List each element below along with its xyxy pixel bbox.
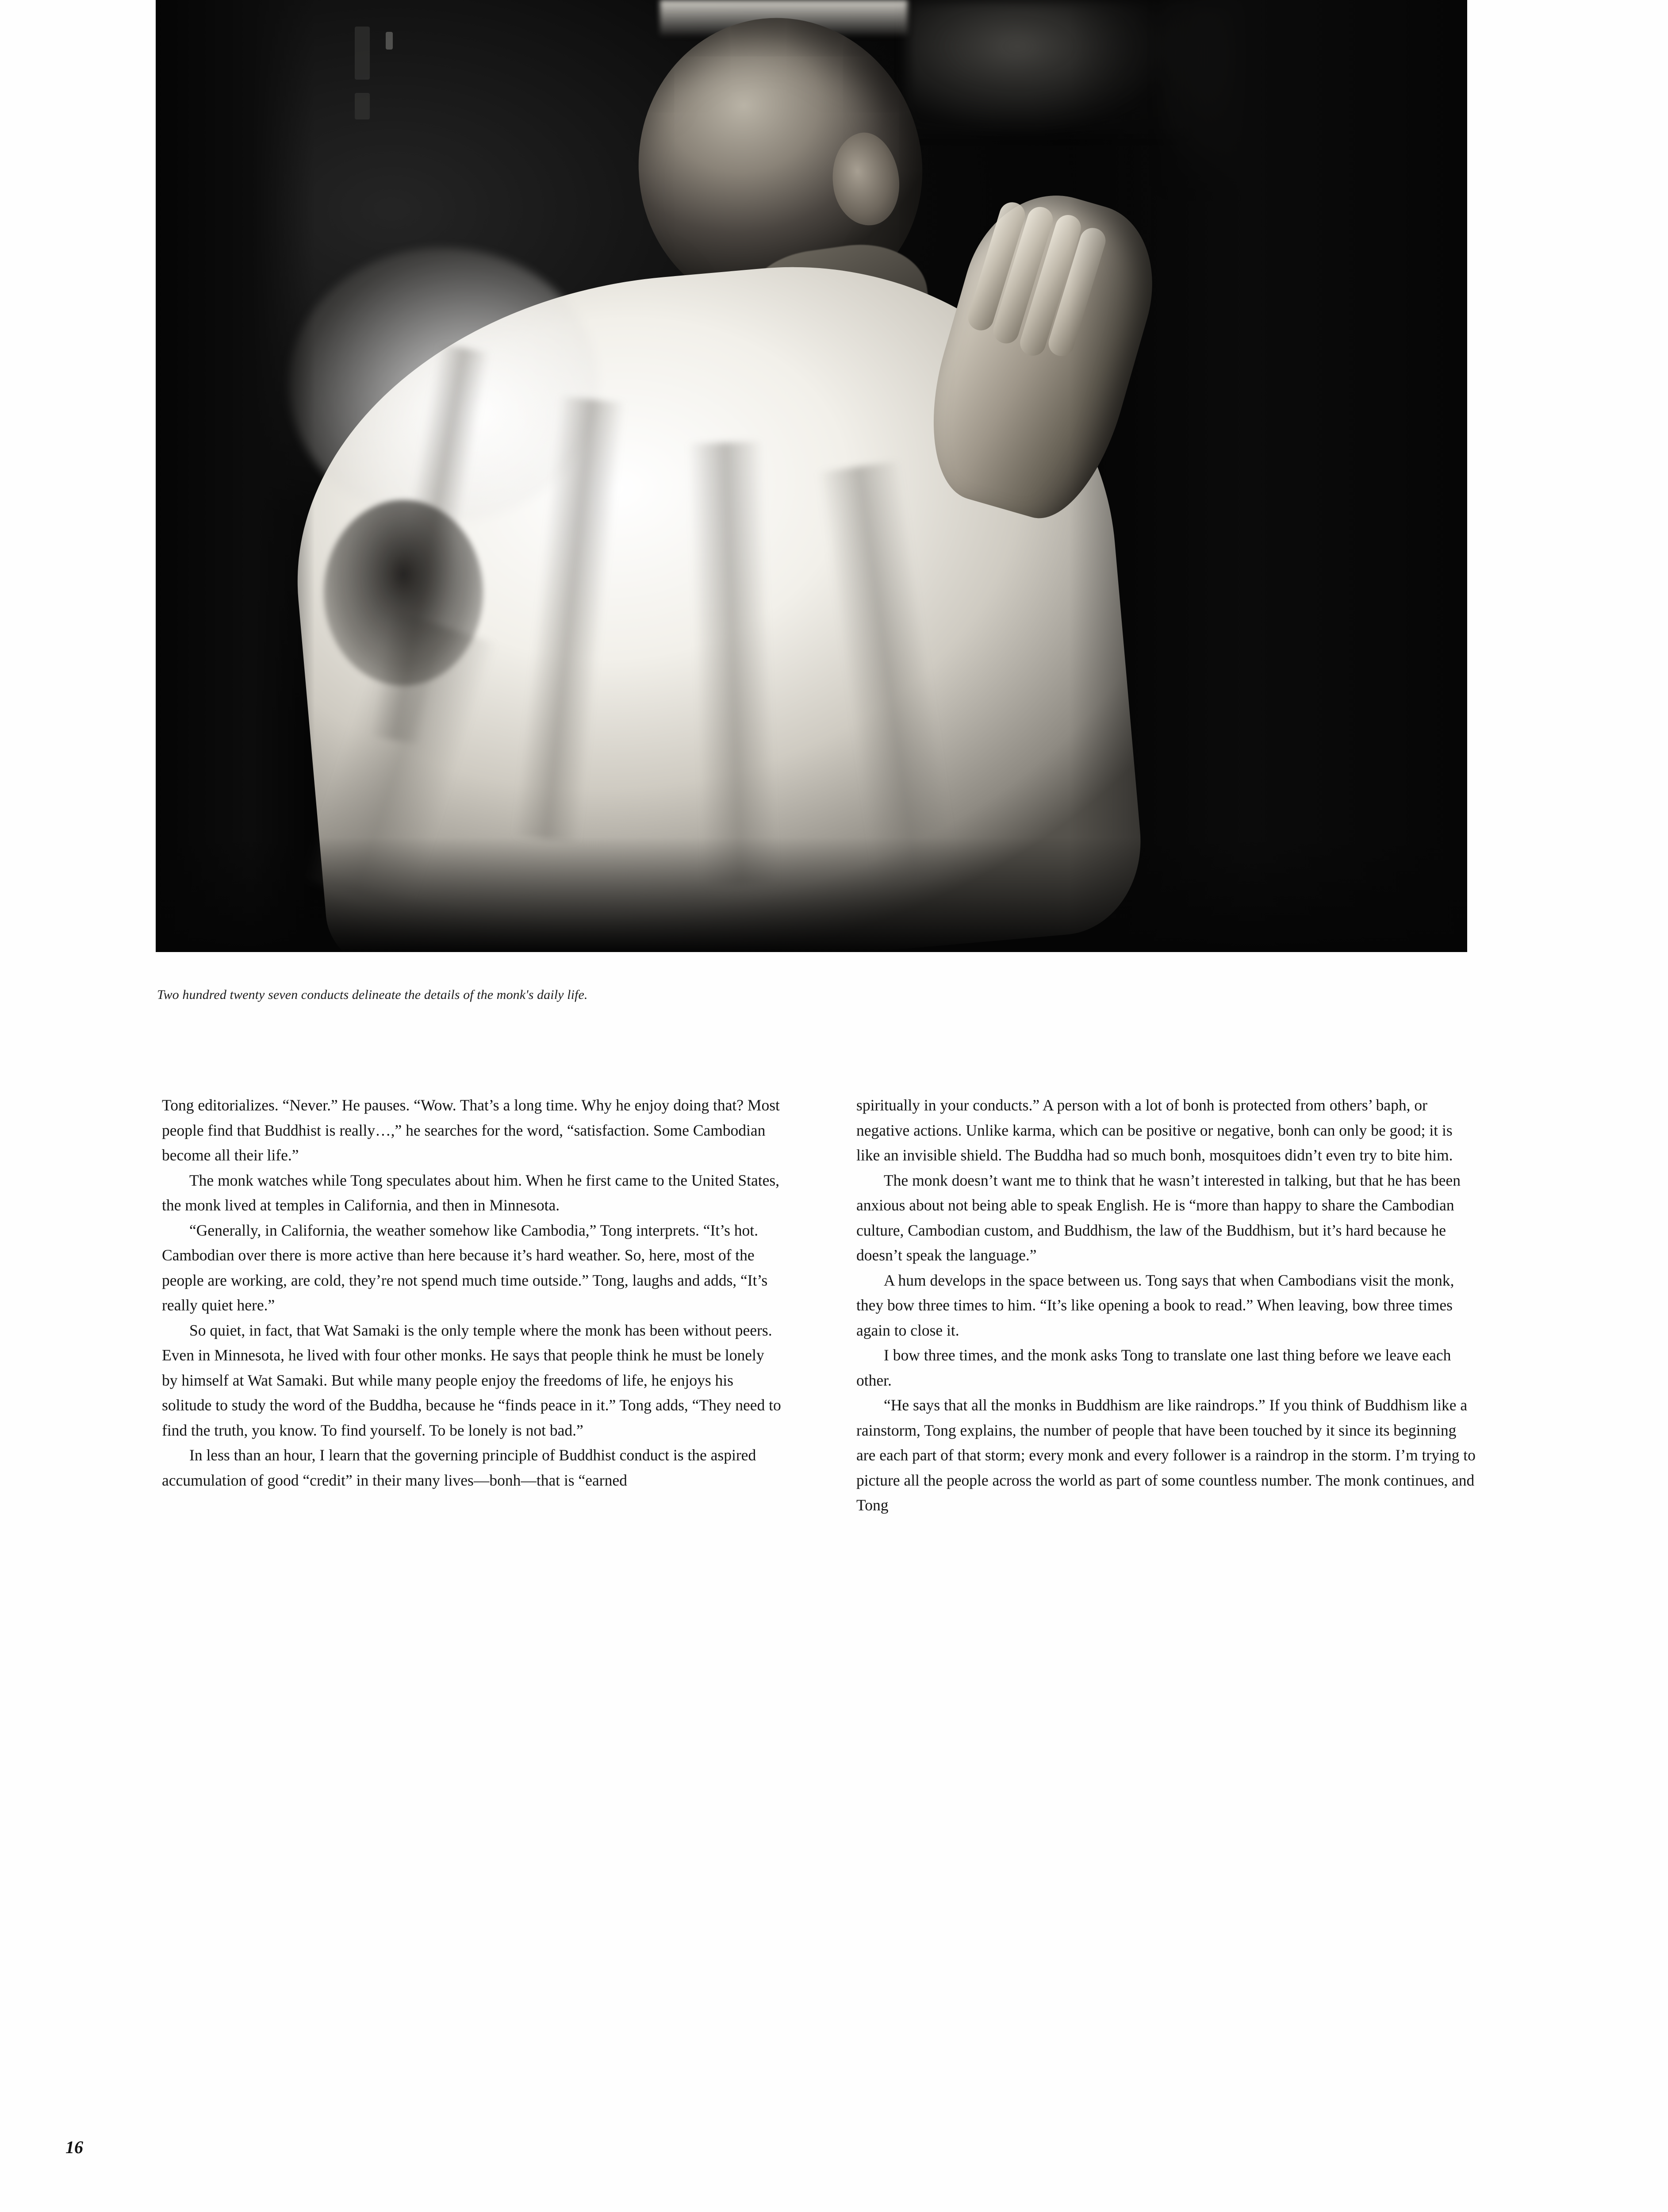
paragraph: I bow three times, and the monk asks Tong to translate one last thing before we leave each other. xyxy=(856,1346,1451,1389)
photo-vignette-right xyxy=(1069,0,1467,952)
monk-photograph xyxy=(156,0,1467,952)
photo-window-shape xyxy=(355,27,370,80)
photo-vignette-left xyxy=(156,0,315,952)
photo-robe-fold xyxy=(688,441,778,886)
paragraph: “Generally, in California, the weather somehow like Cambodia,” Tong interprets. “It’s hot. Cambodian over there is more active than here because it’s hard weather. So, here, most of the people are working, are cold, they’re not spend much time outside.” Tong, laughs and adds, “It’s really quiet here.” xyxy=(162,1221,768,1314)
photo-caption: Two hundred twenty seven conducts delineate the details of the monk's daily life. xyxy=(157,987,588,1002)
photo-window-shape xyxy=(355,93,370,119)
paragraph: So quiet, in fact, that Wat Samaki is the only temple where the monk has been without peers. Even in Minnesota, he lived with four other monks. He says that people think he must be lonely by himself at Wat Samaki. But while many people enjoy the freedoms of life, he enjoys his solitude to study the word of the Buddha, because he “finds peace in it.” Tong adds, “They need to find the truth, you know. To find yourself. To be lonely is not bad.” xyxy=(162,1321,781,1439)
photo-background xyxy=(156,0,1467,952)
photo-vignette-bottom xyxy=(156,837,1467,952)
photo-robe-shadow xyxy=(324,500,483,686)
photo-window-shape xyxy=(386,32,393,50)
paragraph: A hum develops in the space between us. Tong says that when Cambodians visit the monk, they bow three times to him. “It’s like opening a book to read.” When leaving, bow three times again to close it. xyxy=(856,1271,1454,1339)
paragraph: Tong editorializes. “Never.” He pauses. “Wow. That’s a long time. Why he enjoy doing that? Most people find that Buddhist is really…,” he searches for the word, “satisfaction. Some Cambodian become all their life.” xyxy=(162,1096,780,1164)
paragraph: The monk watches while Tong speculates about him. When he first came to the United States, the monk lived at temples in California, and then in Minnesota. xyxy=(162,1171,780,1214)
page-number: 16 xyxy=(65,2137,83,2157)
body-column-right xyxy=(856,1093,1476,1518)
paragraph: In less than an hour, I learn that the governing principle of Buddhist conduct is the aspired accumulation of good “credit” in their many lives—bonh—that is “earned xyxy=(162,1446,756,1489)
paragraph: “He says that all the monks in Buddhism are like raindrops.” If you think of Buddhism like a rainstorm, Tong explains, the number of people that have been touched by it since its beginning are each part of that storm; every monk and every follower is a raindrop in the storm. I’m trying to picture all the people across the world as part of some countless number. The monk continues, and Tong xyxy=(856,1396,1476,1514)
paragraph: The monk doesn’t want me to think that he wasn’t interested in talking, but that he has been anxious about not being able to speak English. He is “more than happy to share the Cambodian culture, Cambodian custom, and Buddhism, the law of the Buddhism, but it’s hard because he doesn’t speak the language.” xyxy=(856,1171,1461,1264)
paragraph: spiritually in your conducts.” A person with a lot of bonh is protected from others’ baph, or negative actions. Unlike karma, which can be positive or negative, bonh can only be good; it is like an invisible shield. The Buddha had so much bonh, mosquitoes didn’t even try to bite him. xyxy=(856,1096,1453,1164)
body-column-left xyxy=(162,1093,781,1493)
